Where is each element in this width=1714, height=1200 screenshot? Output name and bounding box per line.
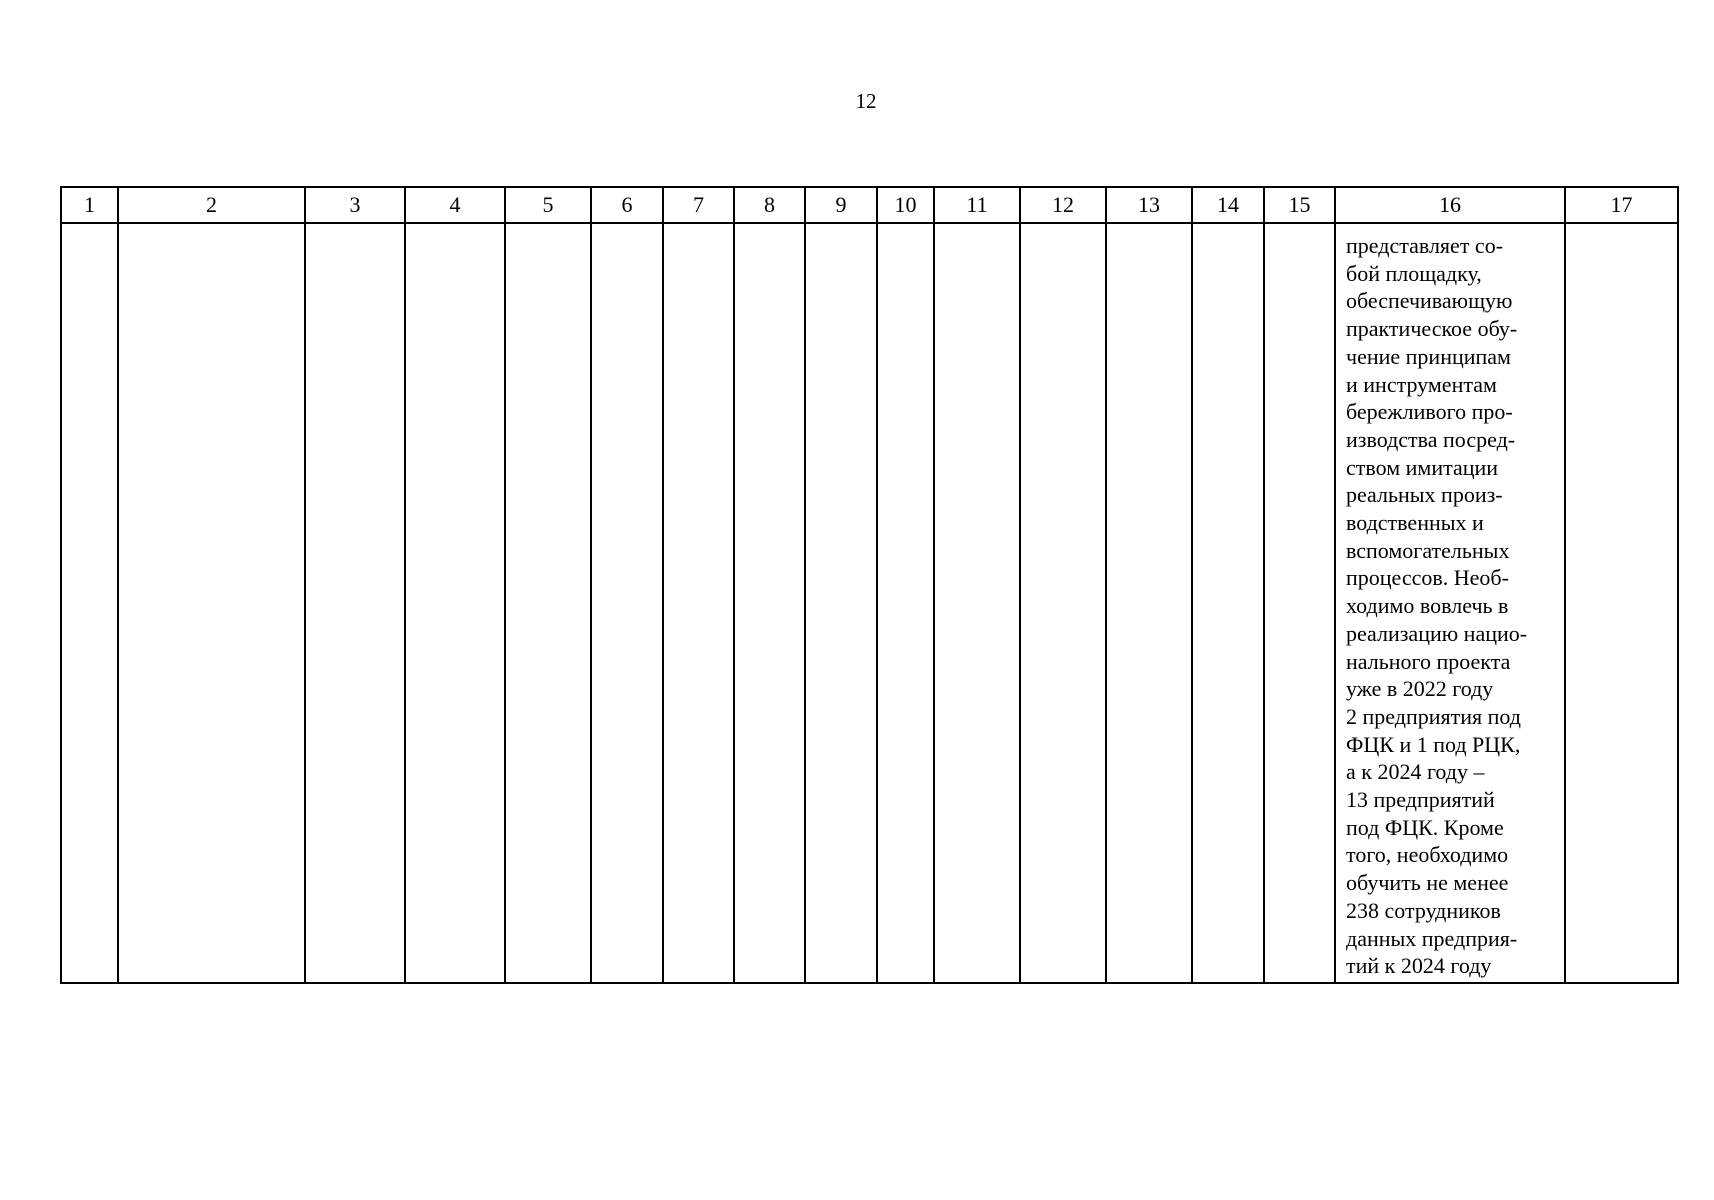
table-cell — [663, 223, 734, 983]
column-header: 1 — [61, 187, 118, 223]
table-cell — [405, 223, 505, 983]
table-cell — [118, 223, 305, 983]
table-cell — [61, 223, 118, 983]
column-header: 9 — [805, 187, 877, 223]
column-header: 15 — [1264, 187, 1335, 223]
table-cell — [805, 223, 877, 983]
column-header: 16 — [1335, 187, 1565, 223]
column-header: 8 — [734, 187, 805, 223]
column-header: 10 — [877, 187, 934, 223]
column-header: 2 — [118, 187, 305, 223]
column-16-text-cell: представляет со- бой площадку, обеспечивающую практическое обу- чение принципам и инструментам бережливого про- изводства посред- ством имитации реальных произ- водственных и вспомогательных процессов. Необ- ходимо вовлечь в реализацию нацио- нального проекта уже в 2022 году 2 предприятия под ФЦК и 1 под РЦК, а к 2024 году – 13 предприятий под ФЦК. Кроме того, необходимо обучить не менее 238 сотрудников данных предприя- тий к 2024 году — [1335, 223, 1565, 983]
table-cell — [734, 223, 805, 983]
table-cell — [1106, 223, 1192, 983]
table-cell — [505, 223, 591, 983]
data-table — [60, 186, 1679, 984]
column-header: 12 — [1020, 187, 1106, 223]
table-row — [61, 223, 1678, 983]
table-cell — [1020, 223, 1106, 983]
table-cell — [591, 223, 663, 983]
column-header: 17 — [1565, 187, 1678, 223]
column-header: 7 — [663, 187, 734, 223]
table-header-row — [61, 187, 1678, 223]
column-header: 4 — [405, 187, 505, 223]
page-number: 12 — [855, 89, 877, 113]
table-cell — [1565, 223, 1678, 983]
column-header: 14 — [1192, 187, 1264, 223]
table-cell — [1192, 223, 1264, 983]
column-header: 5 — [505, 187, 591, 223]
table-cell — [1264, 223, 1335, 983]
column-header: 3 — [305, 187, 405, 223]
table-cell — [877, 223, 934, 983]
table-cell — [934, 223, 1020, 983]
column-header: 11 — [934, 187, 1020, 223]
table-cell — [305, 223, 405, 983]
column-header: 6 — [591, 187, 663, 223]
column-header: 13 — [1106, 187, 1192, 223]
